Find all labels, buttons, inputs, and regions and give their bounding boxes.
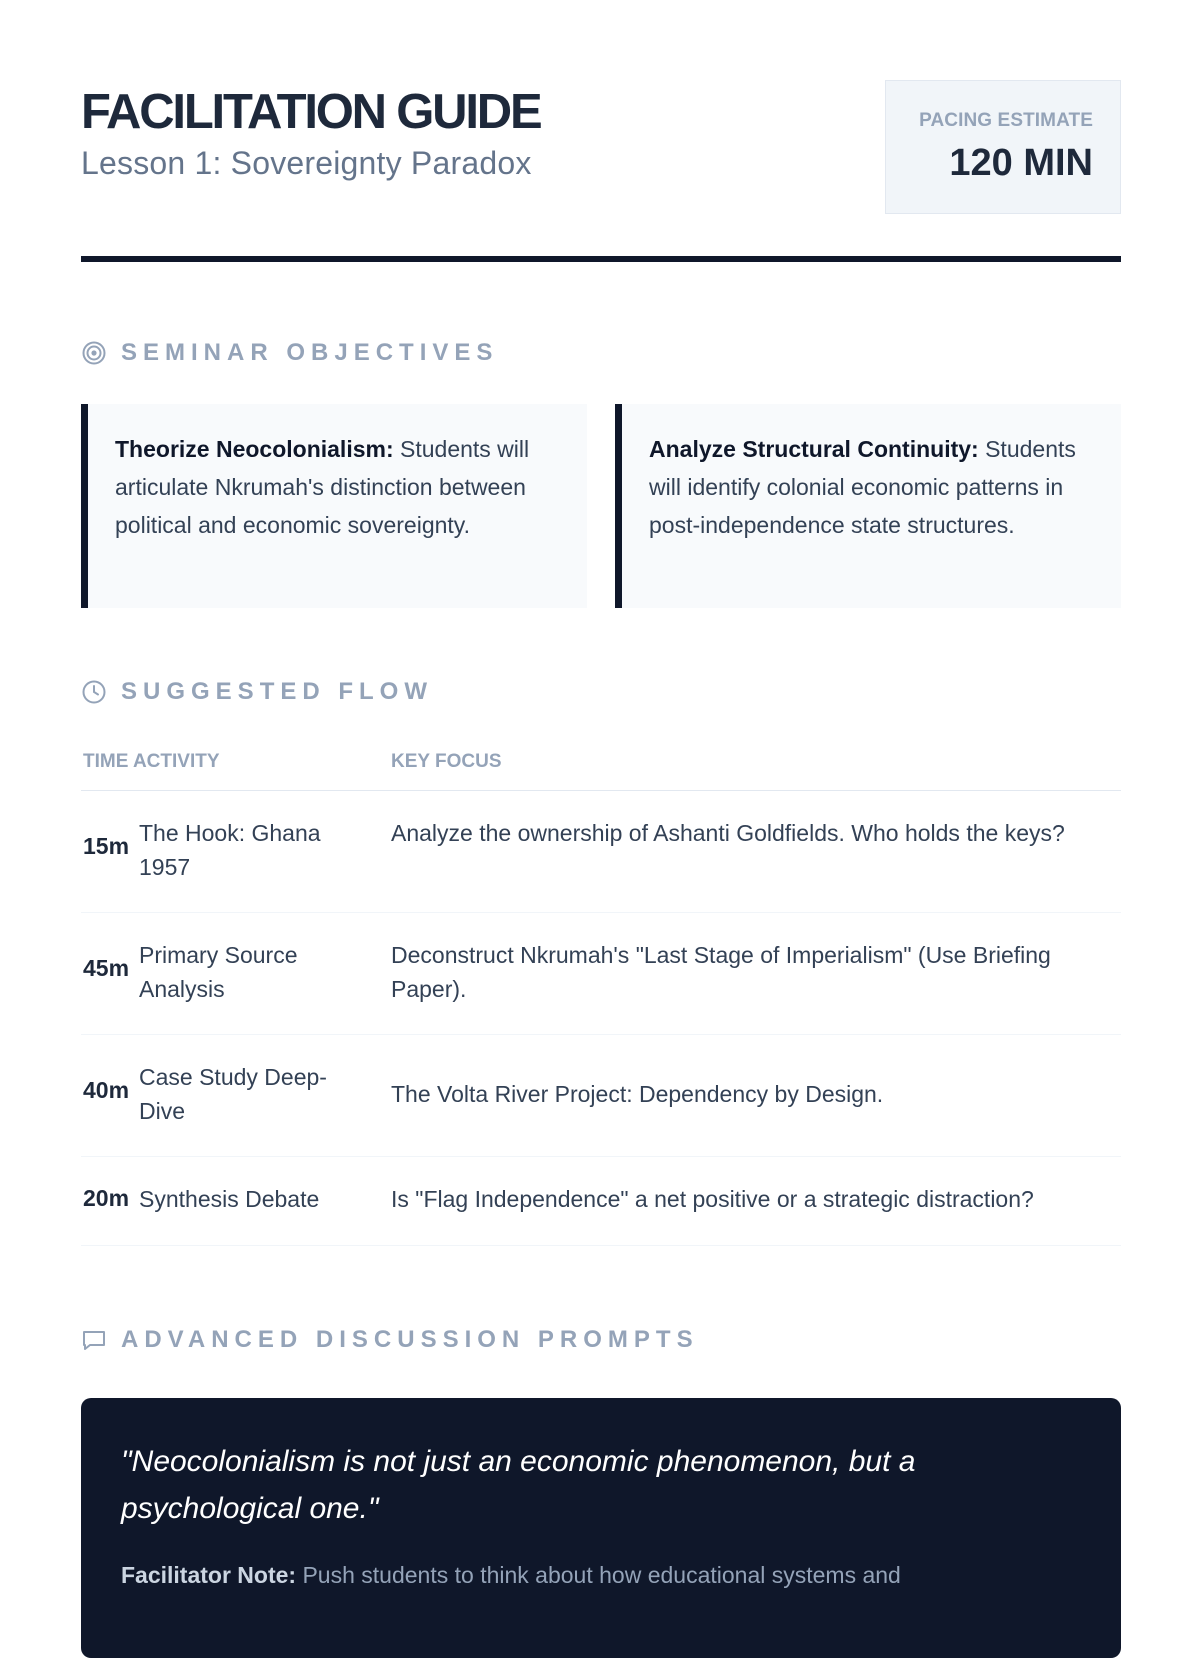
column-header-key-focus: KEY FOCUS	[391, 751, 502, 772]
flow-title: SUGGESTED FLOW	[121, 678, 433, 705]
objective-title: Analyze Structural Continuity:	[649, 436, 979, 462]
header-divider	[81, 256, 1121, 262]
objective-title: Theorize Neocolonialism:	[115, 436, 394, 462]
objectives-grid	[81, 404, 1121, 608]
row-time: 40m	[83, 1077, 130, 1103]
page-title: FACILITATION GUIDE	[81, 85, 541, 139]
flow-table	[81, 736, 1121, 1246]
row-activity: Synthesis Debate	[139, 1186, 320, 1212]
target-icon	[81, 340, 107, 366]
objective-card	[81, 404, 587, 608]
objectives-heading	[81, 338, 498, 368]
facilitator-note-label: Facilitator Note:	[121, 1562, 297, 1588]
prompts-title: ADVANCED DISCUSSION PROMPTS	[121, 1326, 699, 1353]
row-focus: Analyze the ownership of Ashanti Goldfields. Who holds the keys?	[391, 820, 1065, 846]
clock-icon	[81, 679, 107, 705]
table-row	[81, 913, 1121, 1035]
facilitation-guide-page	[81, 0, 1121, 1588]
row-time: 20m	[83, 1185, 130, 1211]
row-time: 45m	[83, 955, 130, 981]
table-header	[81, 736, 1121, 791]
discussion-prompt-card	[81, 1398, 1121, 1658]
row-activity: Primary Source Analysis	[139, 942, 298, 1002]
lesson-subtitle: Lesson 1: Sovereignty Paradox	[81, 145, 532, 181]
row-focus: Is "Flag Independence" a net positive or a strategic distraction?	[391, 1186, 1034, 1212]
table-row	[81, 1157, 1121, 1246]
prompt-quote: "Neocolonialism is not just an economic phenomenon, but a psychological one."	[121, 1445, 916, 1525]
column-header-time-activity: TIME ACTIVITY	[83, 751, 220, 772]
objective-card	[615, 404, 1121, 608]
prompts-heading	[81, 1325, 699, 1355]
facilitator-note	[121, 1558, 1081, 1592]
objective-text: Students will articulate Nkrumah's distinction between political and economic sovereignty.	[115, 436, 530, 538]
chat-bubble-icon	[81, 1327, 107, 1353]
row-focus: Deconstruct Nkrumah's "Last Stage of Imperialism" (Use Briefing Paper).	[391, 942, 1051, 1002]
pacing-label: PACING ESTIMATE	[919, 110, 1093, 131]
facilitator-note-text: Push students to think about how educational systems and	[296, 1562, 901, 1588]
row-time: 15m	[83, 833, 130, 859]
flow-heading	[81, 677, 433, 707]
table-row	[81, 1035, 1121, 1157]
table-row	[81, 791, 1121, 913]
row-activity: Case Study Deep-Dive	[139, 1064, 327, 1124]
pacing-value: 120 MIN	[949, 142, 1093, 184]
pacing-estimate-box	[885, 80, 1121, 214]
row-focus: The Volta River Project: Dependency by Design.	[391, 1081, 884, 1107]
objective-text: Students will identify colonial economic patterns in post-independence state structures.	[649, 436, 1076, 538]
row-activity: The Hook: Ghana 1957	[139, 820, 321, 880]
objectives-title: SEMINAR OBJECTIVES	[121, 339, 499, 366]
header	[81, 0, 1121, 264]
